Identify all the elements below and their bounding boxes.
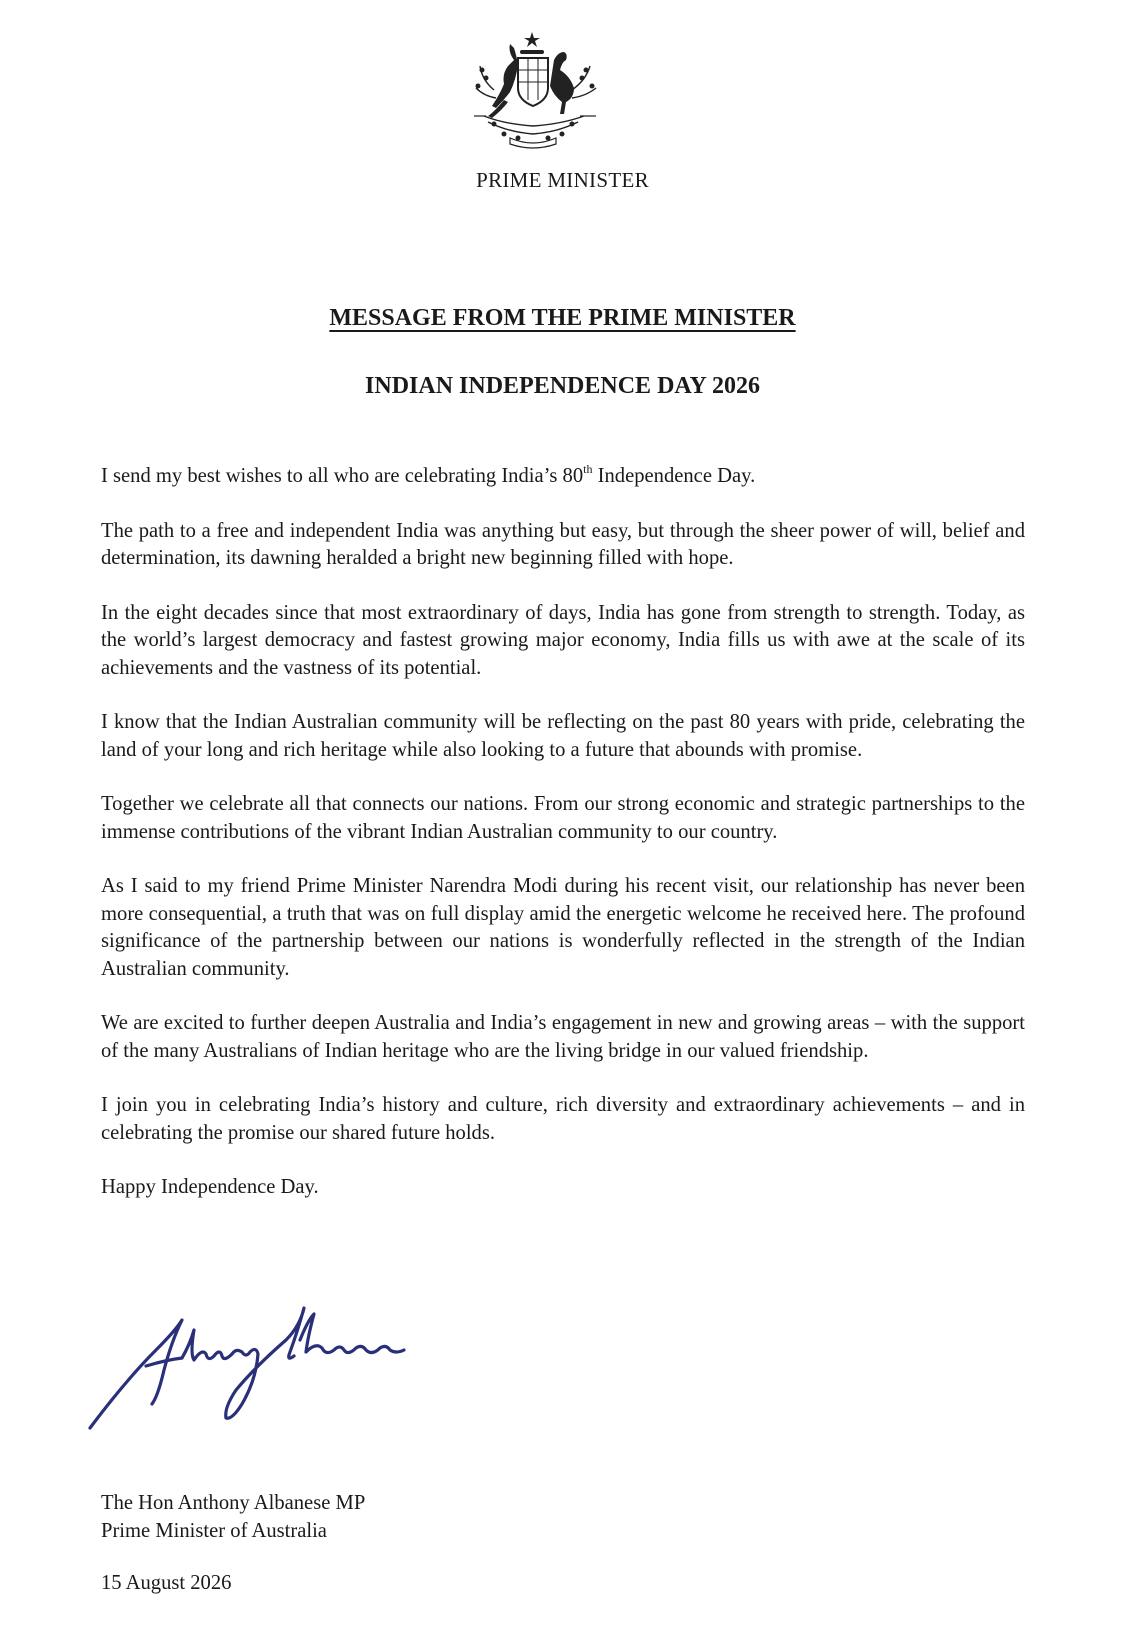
paragraph-1-text: I send my best wishes to all who are celebrating India’s 80: [101, 465, 584, 487]
paragraph-2: The path to a free and independent India was anything but easy, but through the sheer power of will, belief and determination, its dawning heralded a bright new beginning filled with hope.: [101, 519, 1025, 569]
office-label: PRIME MINISTER: [476, 168, 649, 192]
handwritten-signature: [86, 1300, 436, 1440]
paragraph-5: Together we celebrate all that connects our nations. From our strong economic and strategic partnerships to the immense contributions of the vibrant Indian Australian community to our country.: [101, 793, 1025, 843]
signatory-role: Prime Minister of Australia: [101, 1519, 327, 1542]
australian-coat-of-arms-icon: [474, 30, 634, 152]
paragraph-4: I know that the Indian Australian community will be reflecting on the past 80 years with pride, celebrating the land of your long and rich heritage while also looking to a future that abounds with promise.: [101, 711, 1025, 761]
message-title: MESSAGE FROM THE PRIME MINISTER: [329, 305, 796, 331]
paragraph-6: As I said to my friend Prime Minister Narendra Modi during his recent visit, our relationship has never been more consequential, a truth that was on full display amid the energetic welcome he received here. The profound significance of the partnership between our nations is wonderfully reflected in the strength of the Indian Australian community.: [101, 875, 1025, 980]
paragraph-7: We are excited to further deepen Australia and India’s engagement in new and growing areas – with the support of the many Australians of Indian heritage who are the living bridge in our valued friendship.: [101, 1012, 1025, 1062]
letter-body: [101, 463, 1025, 1229]
signoff-block: [101, 1490, 365, 1545]
paragraph-9: Happy Independence Day.: [101, 1176, 319, 1198]
paragraph-1-text-end: Independence Day.: [592, 465, 756, 487]
paragraph-3: In the eight decades since that most extraordinary of days, India has gone from strength to strength. Today, as the world’s largest democracy and fastest growing major economy, India fills us with awe at the scale of its achievements and the vastness of its potential.: [101, 601, 1025, 679]
paragraph-1: [101, 463, 1025, 491]
commonwealth-star: [524, 32, 540, 47]
message-subtitle: INDIAN INDEPENDENCE DAY 2026: [365, 373, 760, 399]
paragraph-8: I join you in celebrating India’s history and culture, rich diversity and extraordinary achievements – and in celebrating the promise our shared future holds.: [101, 1094, 1025, 1144]
signatory-name: The Hon Anthony Albanese MP: [101, 1492, 366, 1514]
letter-date: 15 August 2026: [101, 1572, 232, 1594]
ordinal-suffix: th: [583, 462, 593, 477]
